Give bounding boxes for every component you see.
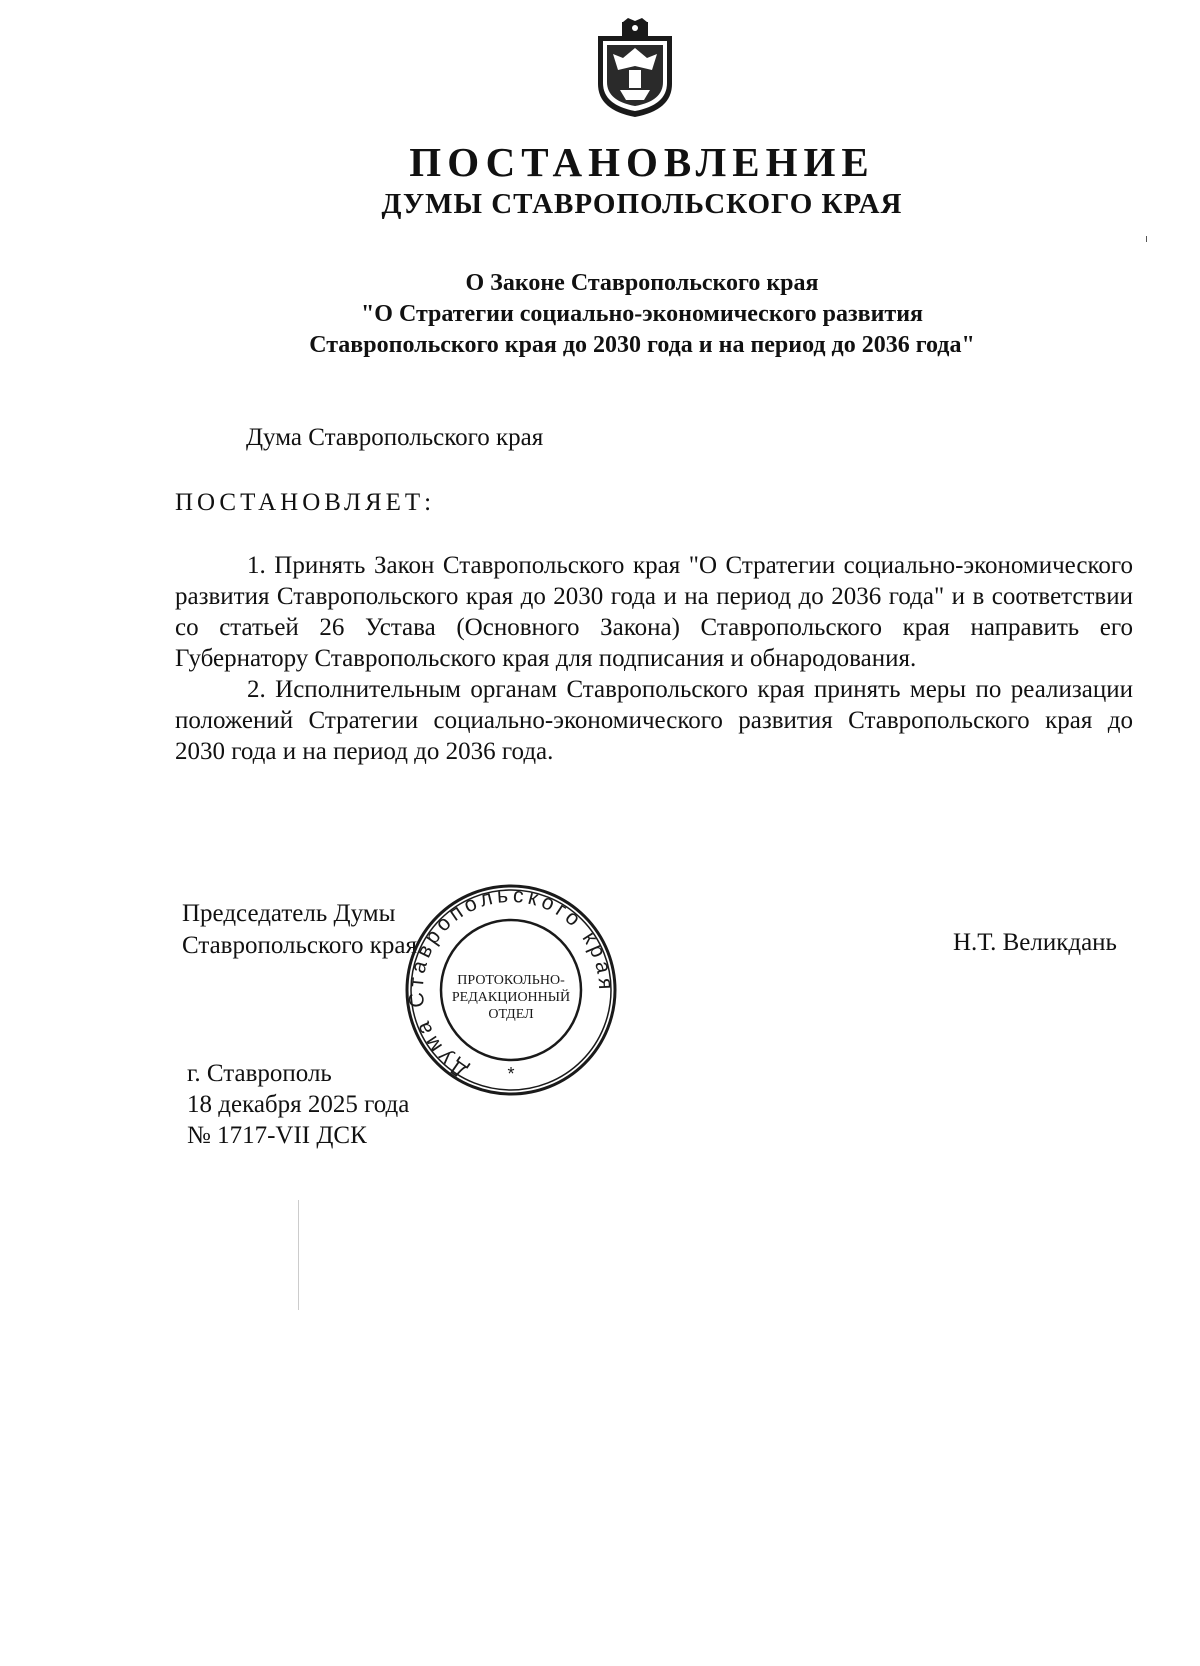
stamp-center-line: РЕДАКЦИОННЫЙ [451, 990, 571, 1005]
document-body [175, 550, 1133, 767]
official-stamp [402, 882, 620, 1098]
about-line: Ставропольского края до 2030 года и на период до 2036 года" [309, 332, 975, 358]
document-number: № 1717-VII ДСК [187, 1122, 367, 1149]
signatory-name: Н.Т. Великдань [953, 929, 1117, 956]
document-place: г. Ставрополь [187, 1060, 332, 1087]
document-date: 18 декабря 2025 года [187, 1091, 410, 1118]
stamp-center-line: ПРОТОКОЛЬНО- [457, 973, 565, 988]
about-line: О Законе Ставропольского края [465, 270, 819, 296]
stamp-ring-text: Дума Ставропольского края [404, 883, 618, 1083]
stamp-center-line: ОТДЕЛ [488, 1007, 534, 1022]
signatory-role-line: Ставропольского края [182, 932, 417, 959]
document-subtitle: ДУМЫ СТАВРОПОЛЬСКОГО КРАЯ [381, 188, 903, 220]
paragraph-1: 1. Принять Закон Ставропольского края "О Стратегии социально-экономического развития Ставропольского края до 2030 года и на период до 2036 года" и в соответствии со статьей 26 Устава (Основного Закона) Ставропольского края направить его Губернатору Ставропольского края для подписания и обнародования. [175, 552, 1133, 672]
about-line: "О Стратегии социально-экономического развития [360, 301, 924, 327]
document-footer [187, 1058, 409, 1151]
document-about [42, 268, 1200, 361]
resolves-heading: ПОСТАНОВЛЯЕТ: [175, 489, 436, 516]
coat-of-arms-emblem [592, 18, 678, 118]
scan-artifact [298, 1200, 299, 1310]
signatory-role-line: Председатель Думы [182, 900, 396, 927]
scan-artifact [1146, 236, 1147, 242]
intro-text: Дума Ставропольского края [246, 424, 544, 451]
stamp-star: * [507, 1064, 515, 1084]
paragraph-2: 2. Исполнительным органам Ставропольского края принять меры по реализации положений Стратегии социально-экономического развития Ставропольского края до 2030 года и на период до 2036 года. [175, 676, 1133, 765]
signatory-role [182, 898, 417, 962]
document-title: ПОСТАНОВЛЕНИЕ [409, 139, 875, 185]
